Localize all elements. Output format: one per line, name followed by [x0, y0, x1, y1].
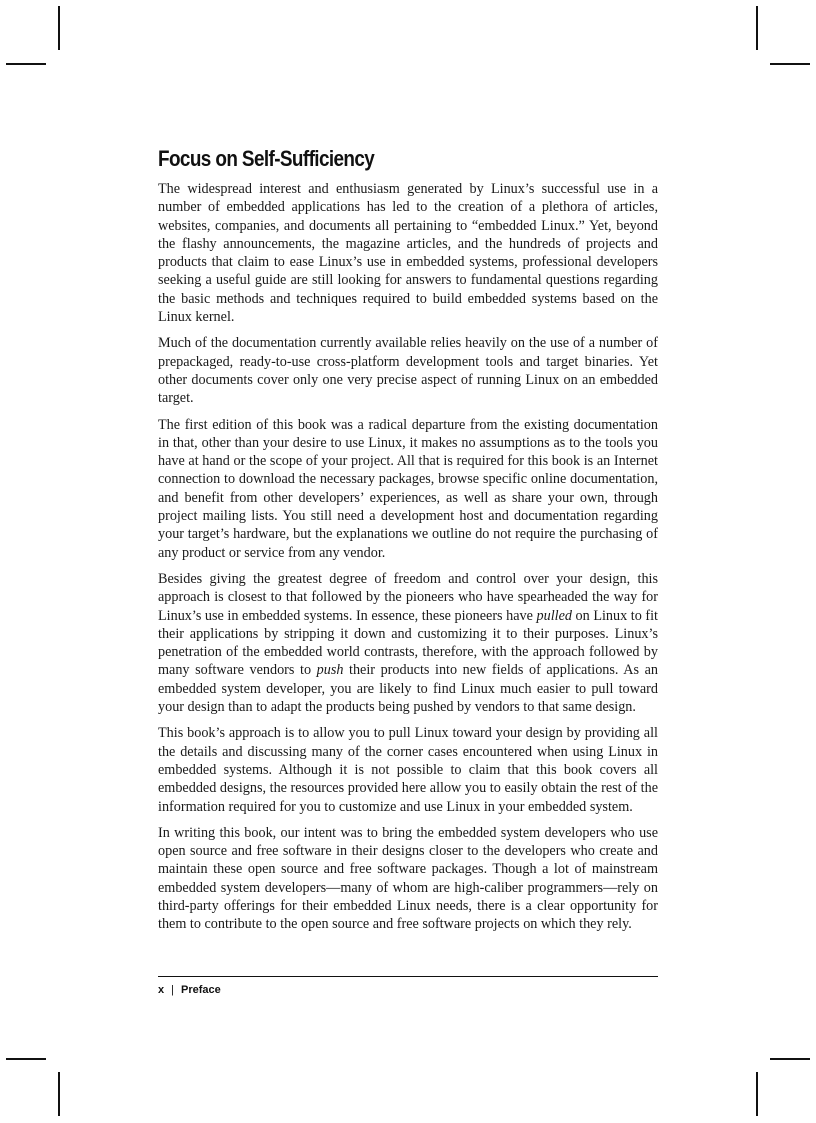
footer-rule — [158, 976, 658, 977]
paragraph: Much of the documentation currently available relies heavily on the use of a number of prepackaged, ready-to-use cross-platform development tools and target binaries. Yet other documents cover only one very precise aspect of running Linux on an embedded target. — [158, 335, 658, 407]
paragraph: The widespread interest and enthusiasm generated by Linux’s successful use in a number of embedded applications has led to the creation of a plethora of articles, websites, companies, and documents all pertaining to “embedded Linux.” Yet, beyond the flashy announcements, the magazine articles, and the hundreds of projects and products that claim to ease Linux’s use in embedded systems, professional developers seeking a useful guide are still looking for answers to fundamental questions regarding the basic methods and techniques required to build embedded systems based on the Linux kernel. — [158, 181, 658, 326]
page-footer — [158, 984, 221, 996]
crop-mark-top-left — [58, 6, 60, 50]
crop-mark-top-left — [6, 63, 46, 65]
paragraph: The first edition of this book was a radical departure from the existing documentation in that, other than your desire to use Linux, it makes no assumptions as to the tools you have at hand or the scope of your project. All that is required for this book is an Internet connection to download the necessary packages, browse specific online documentation, and benefit from other developers’ experiences, as well as share your own, through project mailing lists. You still need a development host and documentation regarding your target’s hardware, but the explanations we outline do not require the purchasing of any product or service from any vendor. — [158, 416, 658, 561]
page-number: x — [158, 984, 165, 996]
footer-section-label: Preface — [180, 984, 221, 996]
crop-mark-top-right — [770, 63, 810, 65]
crop-mark-top-right — [756, 6, 758, 50]
crop-mark-bottom-right — [756, 1072, 758, 1116]
emphasis-pulled: pulled — [536, 607, 572, 624]
paragraph: In writing this book, our intent was to bring the embedded system developers who use open source and free software in their designs closer to the developers who create and maintain these open source and free software packages. Though a lot of mainstream embedded system developers—many of whom are high-caliber programmers—rely on third-party offerings for their embedded Linux needs, there is a clear opportunity for them to contribute to the open source and free software projects on which they rely. — [158, 824, 658, 933]
emphasis-push: push — [316, 662, 344, 679]
crop-mark-bottom-left — [58, 1072, 60, 1116]
crop-mark-bottom-left — [6, 1058, 46, 1060]
footer-separator: | — [171, 984, 174, 996]
paragraph: This book’s approach is to allow you to pull Linux toward your design by providing all the details and discussing many of the corner cases encountered when using Linux in embedded systems. Although it is not possible to claim that this book covers all embedded designs, the resources provided here allow you to easily obtain the rest of the information required for you to customize and use Linux in your embedded system. — [158, 725, 658, 815]
body-text — [158, 180, 658, 942]
section-heading: Focus on Self-Sufficiency — [158, 146, 375, 171]
crop-mark-bottom-right — [770, 1058, 810, 1060]
paragraph: Besides giving the greatest degree of freedom and control over your design, this approach is closest to that followed by the pioneers who have spearheaded the way for Linux’s use in embedded systems. In essence, these pioneers have pulled on Linux to fit their applications by stripping it down and customizing it to their purposes. Linux’s penetration of the embedded world contrasts, therefore, with the approach followed by many software vendors to push their products into new fields of applications. As an embedded system developer, you are likely to find Linux much easier to pull toward your design than to adapt the products being pushed by vendors to that same design. — [158, 570, 658, 716]
